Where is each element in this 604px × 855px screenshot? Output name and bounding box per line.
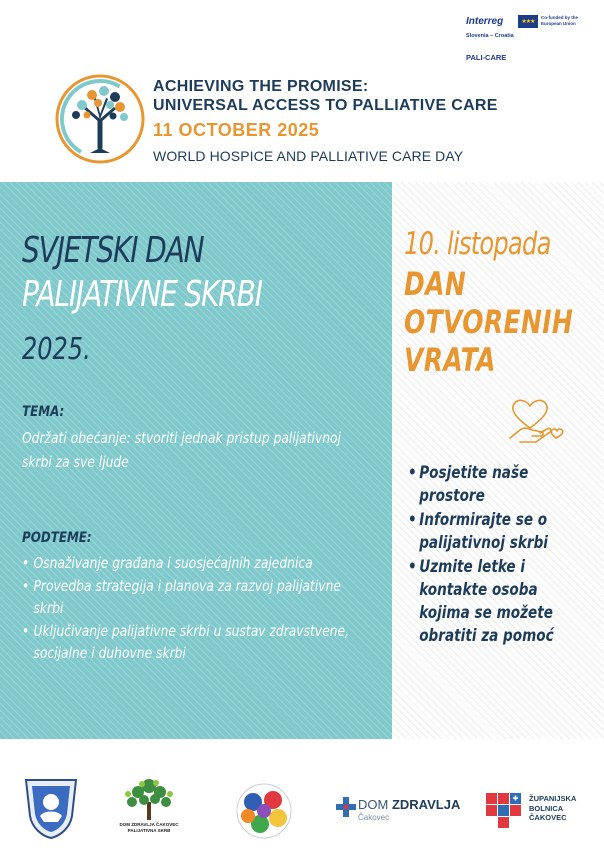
zb-line1: ŽUPANIJSKA bbox=[529, 794, 577, 803]
dz-part1: DOM bbox=[358, 797, 389, 812]
dom-zdravlja-logo-text bbox=[358, 797, 460, 812]
open-day-title-line3: VRATA bbox=[404, 341, 496, 379]
project-label: PALI-CARE bbox=[466, 53, 507, 62]
headline bbox=[153, 77, 498, 115]
eu-flag-icon: ★★★ bbox=[518, 15, 538, 28]
hospital-logo-icon bbox=[486, 793, 526, 829]
tema-heading: TEMA: bbox=[22, 404, 65, 420]
open-day-date: 10. listopada bbox=[404, 226, 551, 262]
headline-line1: ACHIEVING THE PROMISE: bbox=[153, 78, 369, 95]
community-circle-logo-icon bbox=[226, 782, 302, 840]
medical-cross-icon bbox=[336, 797, 356, 817]
podteme-heading: PODTEME: bbox=[22, 530, 92, 546]
open-day-title bbox=[404, 265, 573, 379]
zb-line3: ČAKOVEC bbox=[529, 813, 567, 822]
tree-palliative-logo-icon bbox=[120, 778, 178, 822]
hospital-logo-text bbox=[529, 794, 576, 823]
open-day-title-line1: DAN bbox=[404, 265, 467, 303]
cofunded-label: Co-funded by the European Union bbox=[541, 15, 578, 26]
event-date: 11 OCTOBER 2025 bbox=[153, 120, 320, 140]
title-year: 2025. bbox=[22, 332, 91, 367]
dz-part2: ZDRAVLJA bbox=[391, 797, 461, 812]
list-item: • Informirajte se o palijativnoj skrbi bbox=[408, 509, 584, 555]
hands-shield-logo-icon bbox=[22, 776, 80, 840]
tema-text: Održati obećanje: stvoriti jednak pristup palijativnoj skrbi za sve ljude bbox=[22, 429, 341, 471]
dz-city: Čakovec bbox=[358, 813, 390, 822]
region-label: Slovenia – Croatia bbox=[466, 33, 514, 39]
headline-line2: UNIVERSAL ACCESS TO PALLIATIVE CARE bbox=[153, 97, 498, 114]
list-item: • Uključivanje palijativne skrbi u sustav zdravstvene, socijalne i duhovne skrbi bbox=[22, 620, 375, 665]
zb-line2: BOLNICA bbox=[529, 803, 564, 813]
list-item: • Provedba strategija i planova za razvoj palijativne skrbi bbox=[22, 575, 375, 620]
open-day-list bbox=[408, 462, 584, 649]
list-item: • Uzmite letke i kontakte osoba kojima se možete obratiti za pomoć bbox=[408, 556, 584, 648]
open-day-title-line2: OTVORENIH bbox=[404, 303, 574, 341]
interreg-logo-text: Interreg bbox=[466, 16, 504, 27]
podteme-list bbox=[22, 552, 375, 665]
title-line2: PALIJATIVNE SKRBI bbox=[22, 274, 262, 315]
heart-hand-icon bbox=[506, 398, 572, 450]
header bbox=[0, 0, 604, 182]
event-name: WORLD HOSPICE AND PALLIATIVE CARE DAY bbox=[153, 148, 464, 164]
tree-emblem-icon bbox=[54, 73, 146, 165]
interreg-logo bbox=[466, 12, 596, 64]
list-item: • Posjetite naše prostore bbox=[408, 462, 584, 508]
dzp-logo-caption: DOM ZDRAVLJA ČAKOVEC PALIJATIVNA SKRB bbox=[119, 822, 179, 833]
title-line1: SVJETSKI DAN bbox=[22, 230, 204, 271]
list-item: • Osnaživanje građana i suosjećajnih zajednica bbox=[22, 552, 375, 575]
